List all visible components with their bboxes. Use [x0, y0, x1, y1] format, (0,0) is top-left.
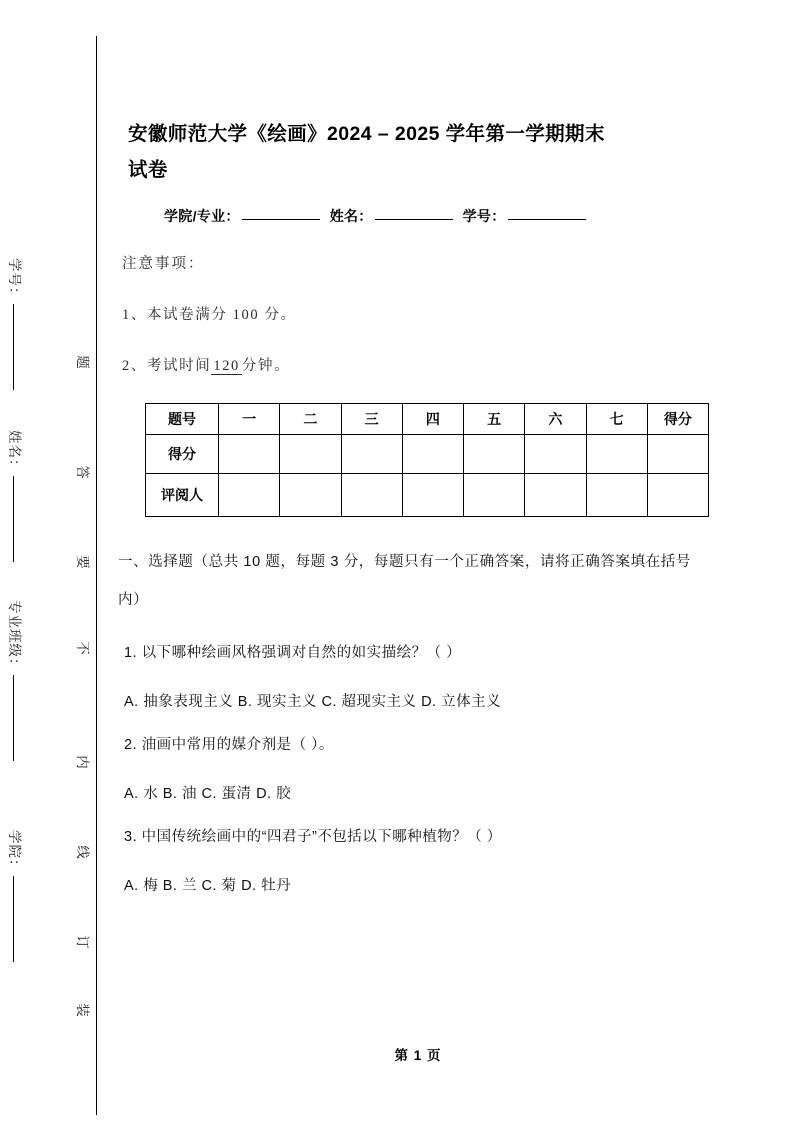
score-header-cell: 三: [341, 404, 402, 435]
page-title: [118, 0, 710, 188]
binding-char: 不: [75, 641, 90, 655]
score-header-cell: 六: [525, 404, 586, 435]
binding-char: 答: [75, 465, 90, 479]
content-column: [118, 0, 718, 895]
binding-label-college: [6, 830, 26, 1030]
page-footer: 第 1 页: [394, 1048, 442, 1063]
score-cell[interactable]: [586, 435, 647, 474]
student-id-blank[interactable]: [508, 219, 586, 220]
student-identity-fields: [118, 206, 718, 226]
notes-heading: 注意事项：: [122, 256, 205, 272]
score-cell[interactable]: [464, 435, 525, 474]
binding-label-text: 姓名：: [7, 430, 22, 474]
reviewer-cell[interactable]: [647, 474, 708, 517]
binding-char: 题: [75, 355, 90, 369]
page-title-line1: 安徽师范大学《绘画》2024 – 2025 学年第一学期期末: [128, 123, 605, 145]
section-heading-1: 一、选择题（总共 10 题，每题 3 分，每题只有一个正确答案，请将正确答案填在括号内）: [118, 554, 692, 608]
college-major-label: 学院/专业：: [164, 208, 240, 224]
binding-char: 线: [75, 845, 90, 859]
reviewer-cell[interactable]: [219, 474, 280, 517]
note-item-2: [122, 354, 718, 375]
reviewer-cell[interactable]: [402, 474, 463, 517]
note-item-1: 1、本试卷满分 100 分。: [122, 307, 297, 323]
college-major-blank[interactable]: [242, 219, 320, 220]
binding-char: 订: [75, 935, 90, 949]
reviewer-cell[interactable]: [525, 474, 586, 517]
binding-solid-line: [96, 36, 97, 1115]
score-header-cell: 一: [219, 404, 280, 435]
score-cell[interactable]: [402, 435, 463, 474]
reviewer-cell[interactable]: [464, 474, 525, 517]
score-header-cell: 题号: [146, 404, 219, 435]
score-cell[interactable]: [219, 435, 280, 474]
score-row-label: 得分: [146, 435, 219, 474]
name-blank[interactable]: [375, 219, 453, 220]
score-cell[interactable]: [341, 435, 402, 474]
binding-label-rule: [13, 304, 14, 390]
score-row-label: 评阅人: [146, 474, 219, 517]
reviewer-cell[interactable]: [586, 474, 647, 517]
note-item-2-before: 2、考试时间: [122, 358, 212, 374]
binding-margin: [0, 0, 110, 1122]
score-header-cell: 七: [586, 404, 647, 435]
score-header-cell: 得分: [647, 404, 708, 435]
question-options-2: A. 水 B. 油 C. 蛋清 D. 胶: [124, 786, 292, 802]
binding-label-text: 学院：: [7, 830, 22, 874]
binding-inner-chars: [72, 0, 96, 1122]
score-header-cell: 四: [402, 404, 463, 435]
question-options-1: A. 抽象表现主义 B. 现实主义 C. 超现实主义 D. 立体主义: [124, 694, 502, 710]
score-cell[interactable]: [647, 435, 708, 474]
score-header-cell: 五: [464, 404, 525, 435]
table-row-header: [146, 404, 709, 435]
binding-char: 内: [75, 755, 90, 769]
question-options-3: A. 梅 B. 兰 C. 菊 D. 牡丹: [124, 878, 292, 894]
reviewer-cell[interactable]: [341, 474, 402, 517]
score-header-cell: 二: [280, 404, 341, 435]
student-id-label: 学号：: [462, 208, 506, 224]
binding-label-rule: [13, 675, 14, 761]
name-label: 姓名：: [329, 208, 373, 224]
table-row: [146, 435, 709, 474]
question-stem-3: 3. 中国传统绘画中的“四君子”不包括以下哪种植物？（ ）: [124, 829, 502, 845]
page-title-line2: 试卷: [128, 159, 168, 181]
score-table: [145, 403, 709, 517]
question-stem-2: 2. 油画中常用的媒介剂是（ ）。: [124, 737, 334, 753]
question-stem-1: 1. 以下哪种绘画风格强调对自然的如实描绘？（ ）: [124, 645, 462, 661]
binding-outer-labels: [7, 0, 70, 1122]
binding-label-major-class: [6, 600, 26, 800]
score-cell[interactable]: [525, 435, 586, 474]
binding-char: 装: [75, 1003, 90, 1017]
binding-label-text: 学号：: [7, 258, 22, 302]
binding-label-rule: [13, 476, 14, 562]
table-row: [146, 474, 709, 517]
exam-duration-value: 120: [213, 358, 240, 374]
reviewer-cell[interactable]: [280, 474, 341, 517]
note-item-2-after: 分钟。: [241, 358, 291, 374]
score-cell[interactable]: [280, 435, 341, 474]
binding-label-student-id: [6, 258, 26, 458]
binding-label-rule: [13, 876, 14, 962]
binding-char: 要: [75, 555, 90, 569]
binding-label-text: 专业班级：: [7, 600, 22, 673]
